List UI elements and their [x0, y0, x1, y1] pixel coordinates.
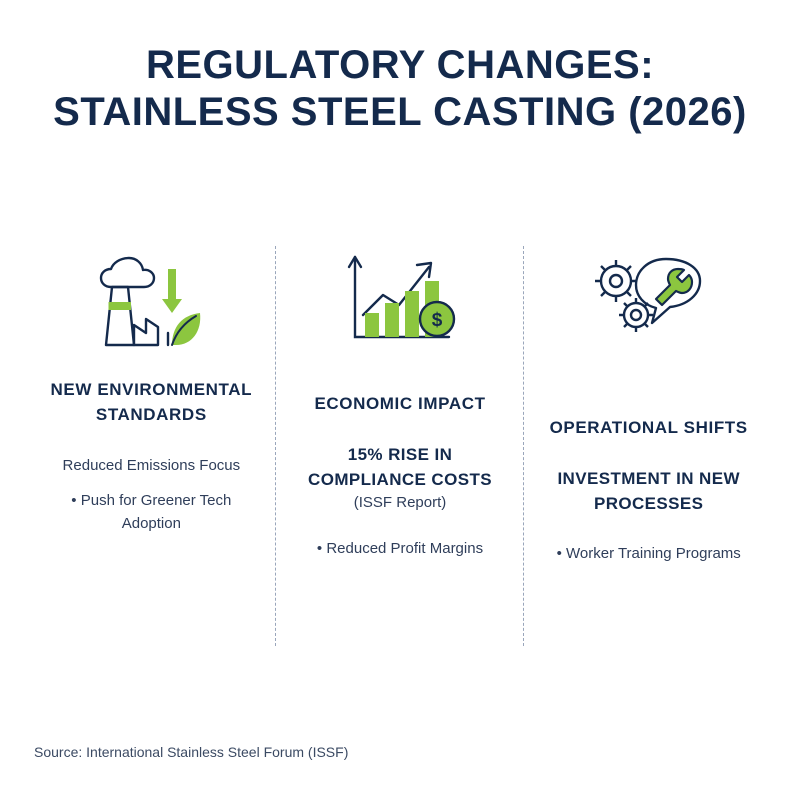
bar-chart-growth-dollar-icon: [291, 236, 510, 356]
page-title: [0, 0, 800, 136]
column-3-subheading: INVESTMENT IN NEW PROCESSES: [557, 469, 740, 513]
column-3-bullets: [539, 542, 758, 565]
column-1-bullets: [42, 454, 261, 536]
column-environmental-standards: [28, 236, 275, 541]
list-item: • Reduced Profit Margins: [316, 540, 484, 558]
title-line-1: REGULATORY CHANGES:: [145, 43, 655, 87]
column-operational-shifts: [525, 236, 772, 571]
gears-wrench-icon: [539, 236, 758, 356]
column-2-heading: ECONOMIC IMPACT: [314, 394, 486, 414]
svg-text:$: $: [431, 310, 443, 332]
list-item: • Worker Training Programs: [556, 545, 741, 563]
column-2-note: (ISSF Report): [353, 494, 447, 512]
column-2-subheading: 15% RISE IN COMPLIANCE COSTS: [308, 445, 492, 489]
column-3-heading: OPERATIONAL SHIFTS: [549, 418, 748, 438]
factory-emissions-leaf-icon: [42, 236, 261, 356]
columns-container: [0, 236, 800, 646]
list-item: • Push for Greener Tech Adoption: [71, 491, 232, 533]
list-item: Reduced Emissions Focus: [62, 456, 241, 474]
source-caption: Source: International Stainless Steel Forum (ISSF): [34, 744, 349, 760]
column-economic-impact: [277, 236, 524, 566]
title-line-2: STAINLESS STEEL CASTING (2026): [53, 90, 747, 135]
column-2-bullets: [291, 537, 510, 560]
column-1-heading: NEW ENVIRONMENTAL STANDARDS: [50, 380, 253, 425]
